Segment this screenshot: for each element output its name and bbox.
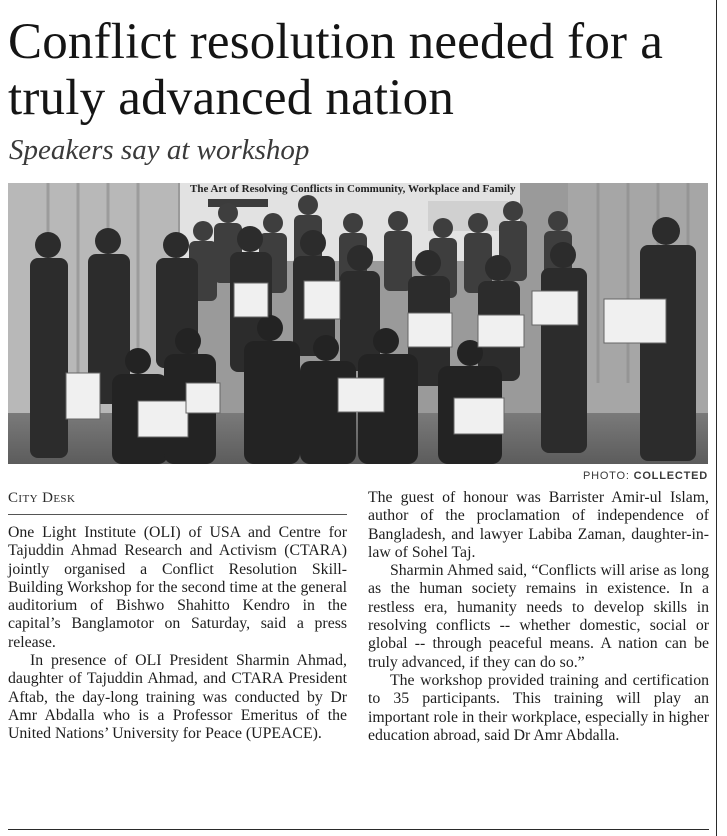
paragraph: One Light Institute (OLI) of USA and Centre for Tajuddin Ahmad Research and Activism (CTARA) jointly organised a Conflict Resolution Skill-Building Workshop for the second time at the general auditorium of Bishwo Shahitto Kendro in the capital’s Banglamotor on Saturday, said a press release.: [8, 524, 347, 651]
banner-text: The Art of Resolving Conflicts in Community, Workplace and Family: [190, 183, 516, 195]
photo-credit: [583, 470, 708, 482]
paragraph: The guest of honour was Barrister Amir-ul Islam, author of the proclamation of independence of Bangladesh, and lawyer Labiba Zaman, daughter-in-law of Sohel Taj.: [368, 489, 709, 561]
right-column: [368, 489, 709, 745]
left-column: [8, 524, 347, 744]
paragraph: In presence of OLI President Sharmin Ahmad, daughter of Tajuddin Ahmad, and CTARA President Aftab, the day-long training was conducted by Dr Amr Abdalla who is a Professor Emeritus of the United Nations’ University for Peace (UPEACE).: [8, 652, 347, 743]
byline: City Desk: [8, 490, 76, 506]
bottom-rule: [8, 829, 709, 830]
right-column-rule: [716, 0, 717, 836]
photo-credit-name: COLLECTED: [633, 470, 708, 482]
news-photo: [8, 183, 708, 464]
byline-rule: [8, 514, 347, 515]
subheadline: Speakers say at workshop: [9, 134, 310, 166]
paragraph: Sharmin Ahmed said, “Conflicts will arise as long as the human society remains in existence. In a restless era, humanity needs to develop skills in resolving conflicts -- whether domestic, social or global -- through peaceful means. A nation can be truly advanced, if they can do so.”: [368, 562, 709, 671]
paragraph: The workshop provided training and certification to 35 participants. This training will play an important role in their workplace, especially in higher education abroad, said Dr Amr Abdalla.: [368, 671, 709, 744]
photo-credit-prefix: PHOTO:: [582, 470, 634, 482]
headline: Conflict resolution needed for a truly advanced nation: [8, 14, 664, 126]
group-photo-illustration: [8, 183, 708, 464]
